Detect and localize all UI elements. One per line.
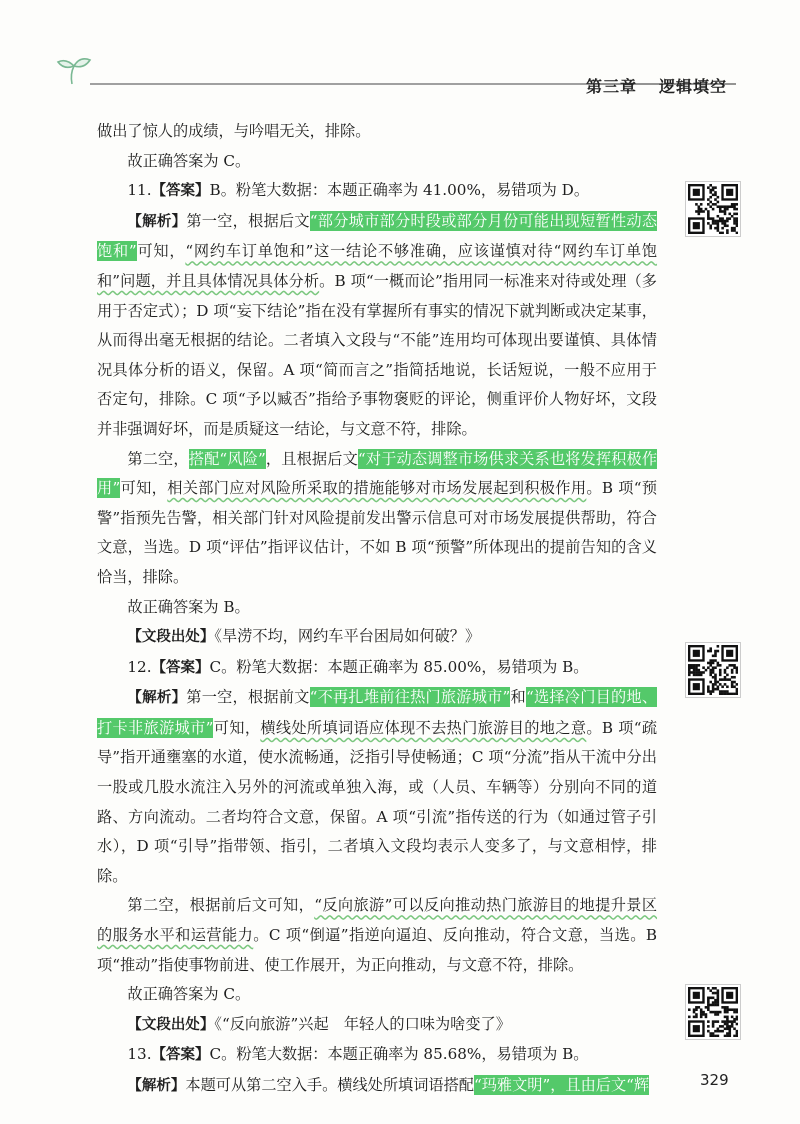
final-answer: 故正确答案为 C。 — [127, 985, 251, 1004]
q11-source — [97, 622, 657, 653]
q11-final — [97, 593, 657, 623]
q12-analysis-p2 — [97, 891, 657, 980]
text-run: 本题可从第二空入手。横线处所填词语搭配 — [185, 1076, 474, 1094]
qr-code-icon — [688, 645, 738, 695]
highlight: “不再扎堆前往热门旅游城市” — [309, 688, 511, 707]
wavy-underline: 相关部门应对风险所采取的措施能够对市场发展起到积极作用 — [167, 479, 587, 498]
chapter-title — [586, 74, 727, 97]
sprout-icon — [58, 59, 90, 84]
text-run: 可知， — [120, 479, 168, 498]
page-content — [97, 117, 657, 1102]
q12-source — [97, 1010, 657, 1041]
text-run: ，且根据后文 — [265, 449, 358, 468]
wavy-underline: 横线处所填词语应体现不去热门旅游目的地之意 — [260, 718, 587, 737]
text-run: 第一空，根据前文 — [186, 688, 310, 707]
highlight: “选择冷门目的地、打卡非旅游城市” — [97, 688, 658, 737]
page-header — [0, 0, 800, 100]
text-run: 第二空，根据前后文可知， — [127, 896, 315, 915]
source-tag: 【文段出处】 — [127, 629, 215, 646]
q13-answer — [97, 1040, 657, 1071]
answer-tag: 【答案】 — [151, 183, 210, 200]
q13-analysis-p1 — [97, 1071, 657, 1102]
qr-code-q11[interactable] — [686, 182, 740, 236]
answer-text: B。粉笔大数据：本题正确率为 41.00%，易错项为 D。 — [209, 181, 590, 200]
text-line: 故正确答案为 C。 — [127, 151, 251, 170]
qr-code-q13[interactable] — [686, 985, 740, 1039]
q11-analysis-p1 — [97, 207, 657, 445]
wavy-underline: “网约车订单饱和”这一结论不够准确，应该谨慎对待“网约车订单饱和”问题，并且具体情况具体分析 — [97, 242, 658, 290]
text-run: 。B 项“一概而论”指用同一标准来对待或处理（多用于否定式）；D 项“妄下结论”指在没有掌握所有事实的情况下就判断或决定某事，从而得出毫无根据的结论。二者填入文段与“不能”连用均可体现出要谨慎、具体情况具体分析的语义，保留。A 项“简而言之”指简括地说，长话短说，一般不应用于否定句，排除。C 项“予以臧否”指给予事物褒贬的评论，侧重评价人物好坏，文段并非强调好坏，而是质疑这一结论，与文意不符，排除。 — [97, 271, 657, 438]
paragraph — [97, 147, 657, 177]
answer-text: C。粉笔大数据：本题正确率为 85.68%，易错项为 B。 — [209, 1045, 589, 1064]
answer-tag: 【答案】 — [151, 1047, 210, 1064]
text-run: 。B 项“疏导”指开通壅塞的水道，使水流畅通，泛指引导使畅通；C 项“分流”指从干流中分出一股或几股水流注入另外的河流或单独入海，或（人员、车辆等）分别向不同的道路、方向流动。二者均符合文意，保留。A 项“引流”指传送的行为（如通过管子引水），D 项“引导”指带领、指引，二者填入文段均表示人变多了，与文意相悖，排除。 — [97, 718, 658, 885]
page-number: 329 — [700, 1071, 729, 1089]
q12-analysis-p1 — [97, 683, 657, 891]
q12-answer — [97, 653, 657, 684]
chapter-number: 第三章 — [586, 77, 638, 96]
q11-answer — [97, 176, 657, 207]
analysis-tag: 【解析】 — [127, 690, 187, 707]
text-run: 。B 项“预警”指预先告警，相关部门针对风险提前发出警示信息可对市场发展提供帮助，符合文意，当选。D 项“评估”指评议估计，不如 B 项“预警”所体现出的提前告知的含义恰当，排除。 — [97, 479, 658, 586]
final-answer: 故正确答案为 B。 — [127, 597, 250, 616]
source-text: 《“反向旅游”兴起 年轻人的口味为啥变了》 — [214, 1014, 511, 1033]
text-run: 可知， — [213, 718, 261, 737]
highlight: “部分城市部分时段或部分月份可能出现短暂性动态饱和” — [97, 211, 658, 261]
question-number: 13. — [127, 1045, 152, 1064]
text-run: 。C 项“倒逼”指逆向逼迫、反向推动，符合文意，当选。B 项“推动”指使事物前进、使工作展开，为正向推动，与文意不符，排除。 — [97, 926, 658, 974]
qr-code-q12[interactable] — [686, 643, 740, 697]
analysis-tag: 【解析】 — [127, 213, 187, 230]
highlight: “玛雅文明”，且由后文“辉 — [473, 1076, 650, 1094]
question-number: 12. — [127, 657, 152, 676]
wavy-underline: “反向旅游”可以反向推动热门旅游目的地提升景区的服务水平和运营能力 — [97, 896, 658, 945]
q11-analysis-p2 — [97, 445, 657, 593]
question-number: 11. — [127, 181, 152, 200]
qr-code-icon — [688, 987, 738, 1037]
text-run: 第二空， — [127, 449, 189, 468]
q12-final — [97, 980, 657, 1010]
highlight: 搭配“风险” — [188, 449, 266, 468]
qr-code-icon — [688, 184, 738, 234]
text-line: 做出了惊人的成绩，与吟唱无关，排除。 — [97, 122, 371, 140]
paragraph — [97, 117, 657, 147]
text-run: 第一空，根据后文 — [186, 211, 310, 230]
text-run: 可知， — [136, 242, 186, 261]
answer-text: C。粉笔大数据：本题正确率为 85.00%，易错项为 B。 — [209, 657, 589, 676]
source-tag: 【文段出处】 — [127, 1016, 215, 1033]
source-text: 《旱涝不均，网约车平台困局如何破？》 — [214, 627, 481, 646]
chapter-section: 逻辑填空 — [659, 77, 728, 96]
highlight: “对于动态调整市场供求关系也将发挥积极作用” — [97, 449, 658, 498]
text-run: 和 — [510, 688, 526, 707]
analysis-tag: 【解析】 — [127, 1078, 186, 1094]
answer-tag: 【答案】 — [151, 659, 210, 676]
